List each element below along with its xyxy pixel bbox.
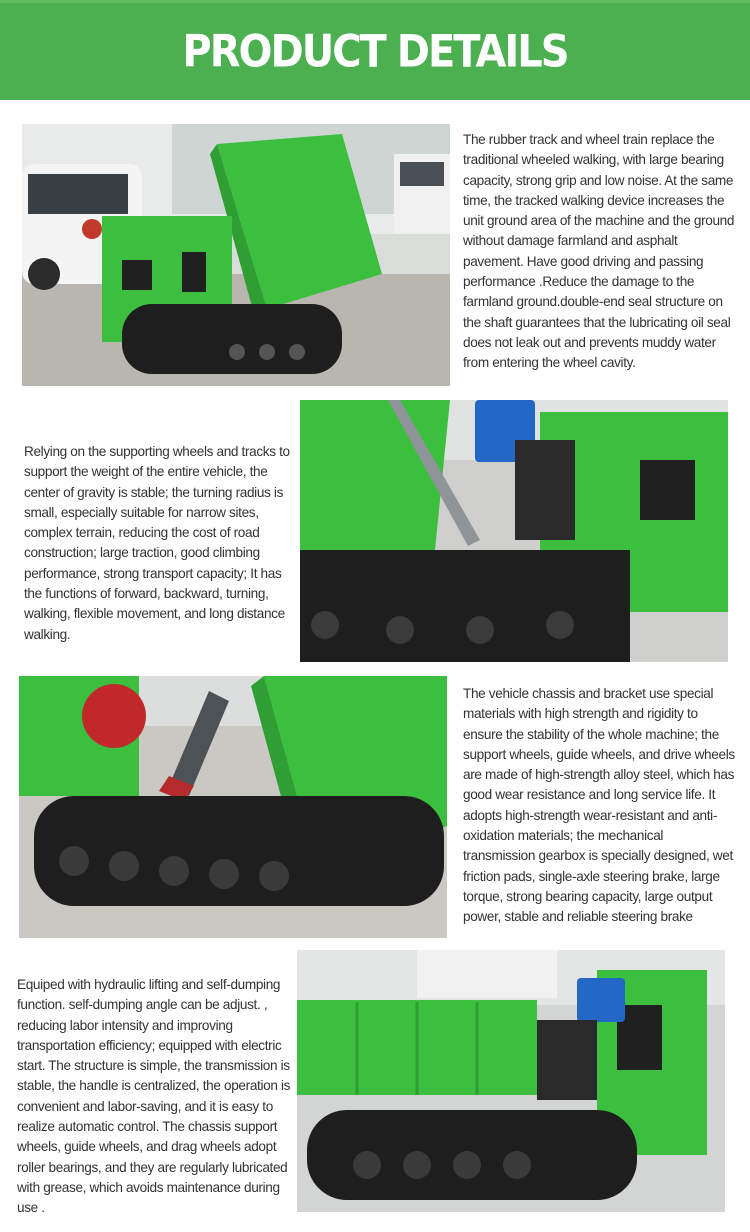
product-photo-2 [300, 400, 728, 662]
page-title: PRODUCT DETAILS [182, 26, 568, 78]
product-photo-3 [19, 676, 447, 938]
description-1: The rubber track and wheel train replace the traditional wheeled walking, with large bearing capacity, strong grip and low noise. At the same time, the tracked walking device increases the unit ground area of the machine and the ground without damage farmland and asphalt pavement. Have good driving and passing performance .Reduce the damage to the farmland ground.double-end seal structure on the shaft guarantees that the lubricating oil seal does not leak out and prevents muddy water from entering the wheel cavity. [463, 132, 735, 371]
product-photo-4 [297, 950, 725, 1212]
description-2: Relying on the supporting wheels and tracks to support the weight of the entire vehicle, the center of gravity is stable; the turning radius is small, especially suitable for narrow sites, complex terrain, reducing the cost of road construction; large traction, good climbing performance, strong transport capacity; It has the functions of forward, backward, turning, walking, flexible movement, and long distance walking. [24, 444, 290, 642]
product-photo-1 [22, 124, 450, 386]
page-header [0, 0, 750, 100]
description-4: Equiped with hydraulic lifting and self-dumping function. self-dumping angle can be adjust. , reducing labor intensity and improving transportation efficiency; equipped with electric start. The structure is simple, the transmission is stable, the handle is centralized, the operation is convenient and labor-saving, and it is easy to realize automatic control. The chassis support wheels, guide wheels, and drag wheels adopt roller bearings, and they are regularly lubricated with grease, which avoids maintenance during use . [17, 977, 291, 1216]
description-3: The vehicle chassis and bracket use special materials with high strength and rigidity to ensure the stability of the whole machine; the support wheels, guide wheels, and drive wheels are made of high-strength alloy steel, which has good wear resistance and long service life. It adopts high-strength wear-resistant and anti-oxidation materials; the mechanical transmission gearbox is specially designed, wet friction pads, single-axle steering brake, large torque, strong bearing capacity, large output power, stable and reliable steering brake [463, 686, 735, 925]
